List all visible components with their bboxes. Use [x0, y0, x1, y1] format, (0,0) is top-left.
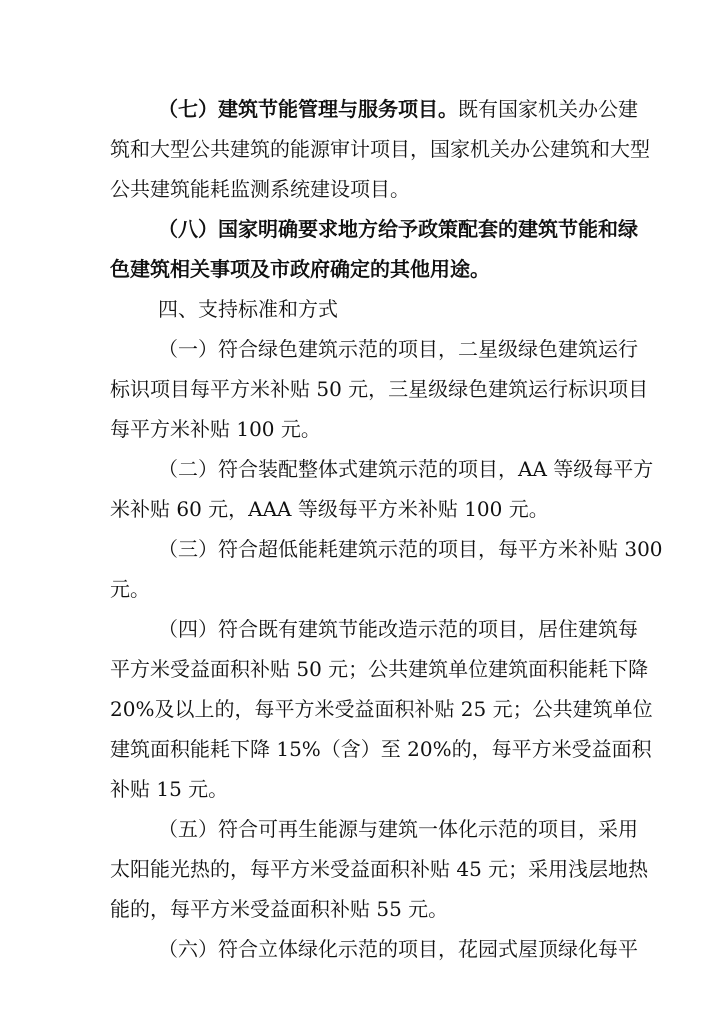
paragraph-7-line-3-text: 公共建筑能耗监测系统建设项目。 [110, 177, 410, 201]
item-5-line-1 [158, 812, 638, 846]
item-1-line-3-text: 每平方米补贴 100 元。 [110, 417, 321, 441]
item-6-line-1-text: （六）符合立体绿化示范的项目，花园式屋顶绿化每平 [158, 937, 638, 961]
paragraph-7-line-3 [110, 172, 410, 206]
paragraph-8-line-1 [158, 212, 638, 246]
paragraph-8-line-2 [110, 252, 490, 286]
item-1-line-3 [110, 412, 321, 446]
item-5-line-1-text: （五）符合可再生能源与建筑一体化示范的项目，采用 [158, 817, 638, 841]
paragraph-7-line-2-text: 筑和大型公共建筑的能源审计项目，国家机关办公建筑和大型 [110, 137, 650, 161]
item-1-line-2-text: 标识项目每平方米补贴 50 元，三星级绿色建筑运行标识项目 [110, 377, 649, 401]
item-6-line-1 [158, 932, 638, 966]
paragraph-7-line-2 [110, 132, 650, 166]
item-1-line-2 [110, 372, 648, 406]
item-4-line-4 [110, 732, 652, 766]
item-5-line-3-text: 能的，每平方米受益面积补贴 55 元。 [110, 897, 449, 921]
item-4-line-1-text: （四）符合既有建筑节能改造示范的项目，居住建筑每 [158, 617, 638, 641]
item-4-line-5-text: 补贴 15 元。 [110, 777, 229, 801]
section-4-heading-text: 四、支持标准和方式 [158, 297, 338, 321]
paragraph-8-heading-cont: 色建筑相关事项及市政府确定的其他用途。 [110, 257, 490, 281]
item-4-line-2 [110, 652, 648, 686]
paragraph-7-line-1 [158, 92, 638, 126]
item-5-line-3 [110, 892, 448, 926]
item-4-line-4-text: 建筑面积能耗下降 15%（含）至 20%的，每平方米受益面积 [110, 737, 652, 761]
item-4-line-2-text: 平方米受益面积补贴 50 元；公共建筑单位建筑面积能耗下降 [110, 657, 649, 681]
paragraph-7-heading: （七）建筑节能管理与服务项目。 [158, 97, 458, 121]
item-3-line-2 [110, 572, 150, 606]
item-4-line-3-text: 20%及以上的，每平方米受益面积补贴 25 元；公共建筑单位 [110, 697, 653, 721]
item-2-line-2-text: 米补贴 60 元，AAA 等级每平方米补贴 100 元。 [110, 497, 549, 521]
item-2-line-1 [158, 452, 653, 486]
item-4-line-5 [110, 772, 228, 806]
item-5-line-2 [110, 852, 648, 886]
paragraph-8-heading: （八）国家明确要求地方给予政策配套的建筑节能和绿 [158, 217, 638, 241]
item-4-line-3 [110, 692, 653, 726]
paragraph-7-text: 既有国家机关办公建 [458, 97, 638, 121]
item-2-line-1-text: （二）符合装配整体式建筑示范的项目，AA 等级每平方 [158, 457, 654, 481]
item-4-line-1 [158, 612, 638, 646]
item-1-line-1 [158, 332, 638, 366]
item-3-line-1-text: （三）符合超低能耗建筑示范的项目，每平方米补贴 300 [158, 537, 663, 561]
item-1-line-1-text: （一）符合绿色建筑示范的项目，二星级绿色建筑运行 [158, 337, 638, 361]
item-2-line-2 [110, 492, 549, 526]
item-3-line-1 [158, 532, 663, 566]
item-5-line-2-text: 太阳能光热的，每平方米受益面积补贴 45 元；采用浅层地热 [110, 857, 649, 881]
section-4-heading [158, 292, 338, 326]
item-3-line-2-text: 元。 [110, 577, 150, 601]
